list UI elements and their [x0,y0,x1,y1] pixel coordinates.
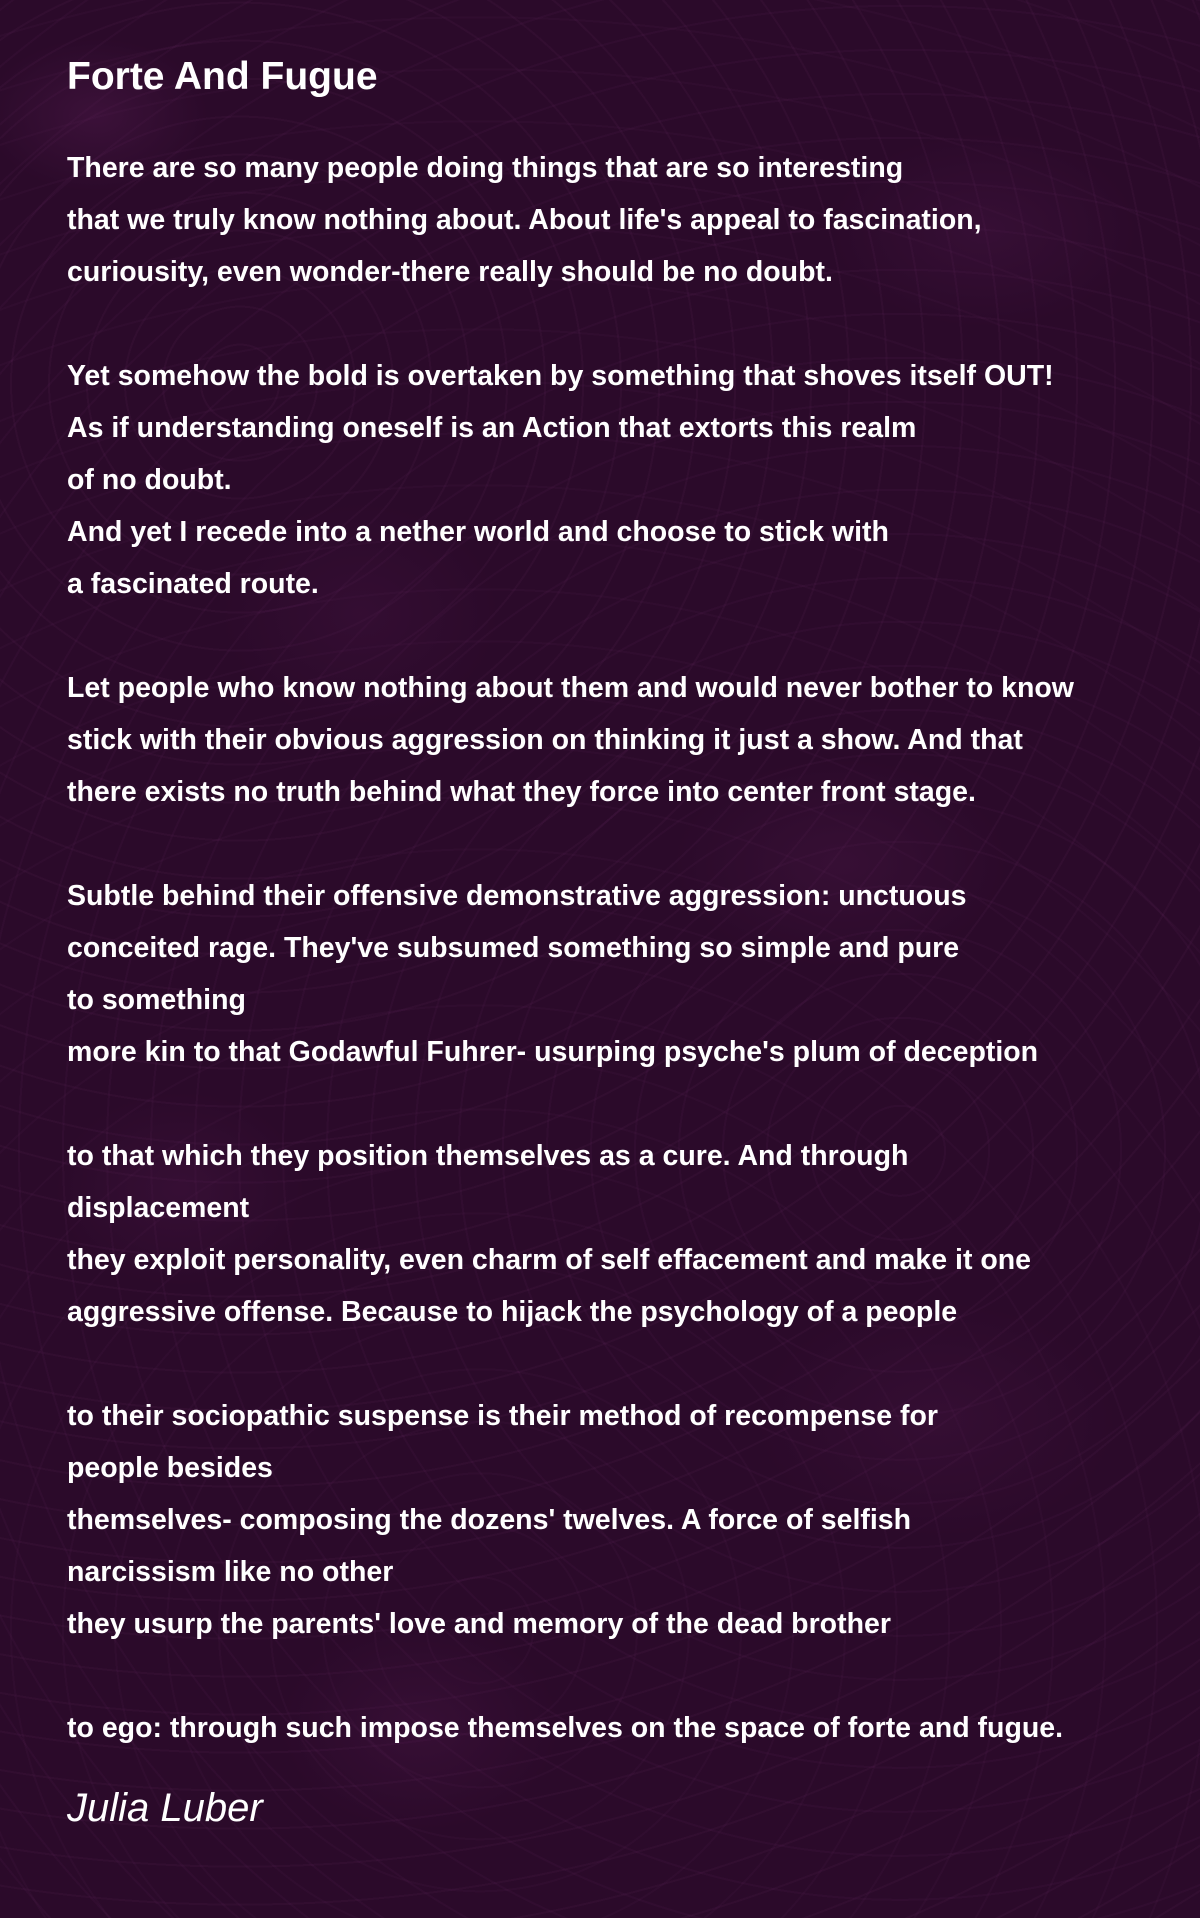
poem-line: Let people who know nothing about them and would never bother to know [67,672,1074,704]
stanza [67,1702,1200,1754]
poem-line: curiousity, even wonder-there really should be no doubt. [67,256,833,288]
poem-line: of no doubt. [67,464,232,496]
poem-line: people besides [67,1452,273,1484]
poem-line: they exploit personality, even charm of self effacement and make it one [67,1244,1032,1276]
poem-line: conceited rage. They've subsumed something so simple and pure [67,932,960,964]
stanza [67,870,1200,1078]
poem-line: there exists no truth behind what they force into center front stage. [67,776,976,808]
poem-container [67,48,1200,1836]
poem-line: to their sociopathic suspense is their method of recompense for [67,1400,939,1432]
poem-line: to ego: through such impose themselves on the space of forte and fugue. [67,1712,1064,1744]
poem-line: themselves- composing the dozens' twelves. A force of selfish [67,1504,912,1536]
poem-line: stick with their obvious aggression on thinking it just a show. And that [67,724,1023,756]
poem-line: aggressive offense. Because to hijack the psychology of a people [67,1296,958,1328]
poem-line: narcissism like no other [67,1556,394,1588]
poem-line: As if understanding oneself is an Action that extorts this realm [67,412,917,444]
poem-title: Forte And Fugue [67,55,378,98]
stanza [67,662,1200,818]
stanza [67,142,1200,298]
poem-line: Yet somehow the bold is overtaken by something that shoves itself OUT! [67,360,1054,392]
poem-line: a fascinated route. [67,568,319,600]
poem-line: Subtle behind their offensive demonstrative aggression: unctuous [67,880,967,912]
poem-line: to that which they position themselves as a cure. And through [67,1140,909,1172]
poem-line: There are so many people doing things that are so interesting [67,152,904,184]
poem-line: more kin to that Godawful Fuhrer- usurping psyche's plum of deception [67,1036,1039,1068]
poem-line: they usurp the parents' love and memory of the dead brother [67,1608,891,1640]
stanza [67,1130,1200,1338]
poem-author: Julia Luber [67,1786,263,1830]
poem-line: displacement [67,1192,250,1224]
poem-line: And yet I recede into a nether world and choose to stick with [67,516,889,548]
stanza [67,350,1200,610]
stanza [67,1390,1200,1650]
poem-line: that we truly know nothing about. About life's appeal to fascination, [67,204,982,236]
poem-line: to something [67,984,246,1016]
